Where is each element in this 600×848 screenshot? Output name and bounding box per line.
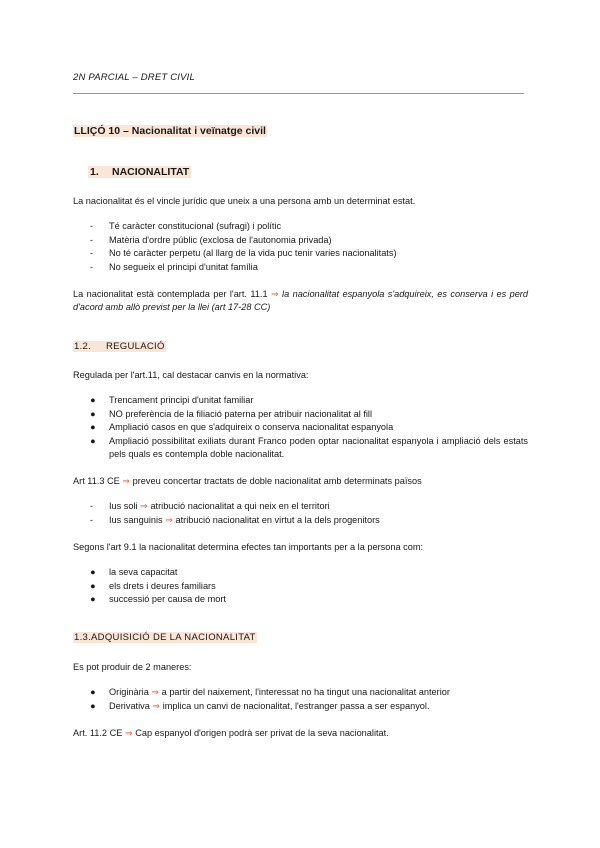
arrow-icon: ⇒ <box>140 501 148 511</box>
list-item: ● Trencament principi d'unitat familiar <box>73 394 528 408</box>
art-9-1-paragraph: Segons l'art 9.1 la nacionalitat determina efectes tan importants per a la persona com: <box>73 542 424 552</box>
regulacio-intro: Regulada per l'art.11, cal destacar canvis en la normativa: <box>73 370 309 380</box>
canvis-list <box>73 394 528 462</box>
bullet-marker: ● <box>90 567 96 577</box>
list-item: - Matèria d'ordre públic (exclosa de l'autonomia privada) <box>73 234 528 248</box>
dash-marker: - <box>90 501 94 511</box>
list-item: ● la seva capacitat <box>73 566 528 580</box>
section-1-2-title: REGULACIÓ <box>106 341 165 352</box>
ius-list <box>73 500 528 527</box>
maneres-list <box>73 686 528 713</box>
section-1-3-number: 1.3. <box>74 632 92 643</box>
dash-marker: - <box>90 248 94 259</box>
bullet-marker: ● <box>90 435 96 446</box>
dash-marker: - <box>90 514 94 525</box>
arrow-icon: ⇒ <box>270 289 279 299</box>
dash-marker: - <box>90 261 94 272</box>
section-1-3-title: ADQUISICIÓ DE LA NACIONALITAT <box>91 632 256 643</box>
characteristics-list <box>73 220 528 274</box>
section-1-heading <box>88 166 191 178</box>
efectes-list <box>73 566 528 607</box>
dash-marker: - <box>90 221 94 231</box>
bullet-marker: ● <box>90 422 96 433</box>
list-item: - No segueix el principi d'unitat família <box>73 261 528 275</box>
list-item: - No té caràcter perpetu (al llarg de la vida puc tenir varies nacionalitats) <box>73 247 528 261</box>
page-header: 2N PARCIAL – DRET CIVIL <box>73 72 195 83</box>
list-item: ● successió per causa de mort <box>73 593 528 607</box>
section-1-3-heading <box>73 632 257 643</box>
list-item: ● els drets i deures familiars <box>73 580 528 594</box>
list-item: - Ius sanguinis ⇒ atribució nacionalitat en virtut a la dels progenitors <box>73 514 528 528</box>
list-item: ● Ampliació possibilitat exiliats durant Franco poden optar nacionalitat espanyola i ampliació dels estats pels quals es contempla doble nacionalitat. <box>90 435 528 460</box>
art-11-3-paragraph: Art 11.3 CE ⇒ preveu concertar tractats de doble nacionalitat amb determinats països <box>73 476 422 486</box>
bullet-marker: ● <box>90 594 96 605</box>
lesson-title: LLIÇÓ 10 – Nacionalitat i veïnatge civil <box>74 125 266 137</box>
section-1-2-heading <box>73 341 166 352</box>
arrow-icon: ⇒ <box>151 687 160 697</box>
bullet-marker: ● <box>90 580 96 591</box>
intro-paragraph: La nacionalitat és el vincle jurídic que uneix a una persona amb un determinat estat. <box>73 196 416 206</box>
maneres-intro: Es pot produir de 2 maneres: <box>73 662 192 672</box>
arrow-icon: ⇒ <box>165 514 173 525</box>
list-item: ● Originària ⇒ a partir del naixement, l'interessat no ha tingut una nacionalitat anterior <box>73 686 528 700</box>
arrow-icon: ⇒ <box>124 728 133 738</box>
arrow-icon: ⇒ <box>122 476 131 486</box>
section-1-2-number: 1.2. <box>74 341 92 352</box>
bullet-marker: ● <box>90 408 96 419</box>
dash-marker: - <box>90 234 94 245</box>
header-divider <box>73 93 524 94</box>
list-item: - Ius soli ⇒ atribució nacionalitat a qui neix en el territori <box>73 500 528 514</box>
art-11-1-paragraph: La nacionalitat està contemplada per l'art. 11.1 ⇒ la nacionalitat espanyola s'adquireix, es conserva i es perd d'acord amb allò previst per la llei (art 17-28 CC) <box>73 289 528 312</box>
section-1-number: 1. <box>90 166 99 178</box>
bullet-marker: ● <box>90 700 96 711</box>
arrow-icon: ⇒ <box>152 700 161 711</box>
list-item: ● NO preferència de la filiació paterna per atribuir nacionalitat al fill <box>73 408 528 422</box>
section-1-title: NACIONALITAT <box>112 166 190 178</box>
art-11-2-paragraph: Art. 11.2 CE ⇒ Cap espanyol d'origen podrà ser privat de la seva nacionalitat. <box>73 728 389 738</box>
bullet-marker: ● <box>90 687 96 697</box>
list-item: ● Derivativa ⇒ implica un canvi de nacionalitat, l'estranger passa a ser espanyol. <box>73 700 528 714</box>
list-item: ● Ampliació casos en que s'adquireix o conserva nacionalitat espanyola <box>73 421 528 435</box>
bullet-marker: ● <box>90 395 96 405</box>
list-item: - Té caràcter constitucional (sufragi) i polític <box>73 220 528 234</box>
